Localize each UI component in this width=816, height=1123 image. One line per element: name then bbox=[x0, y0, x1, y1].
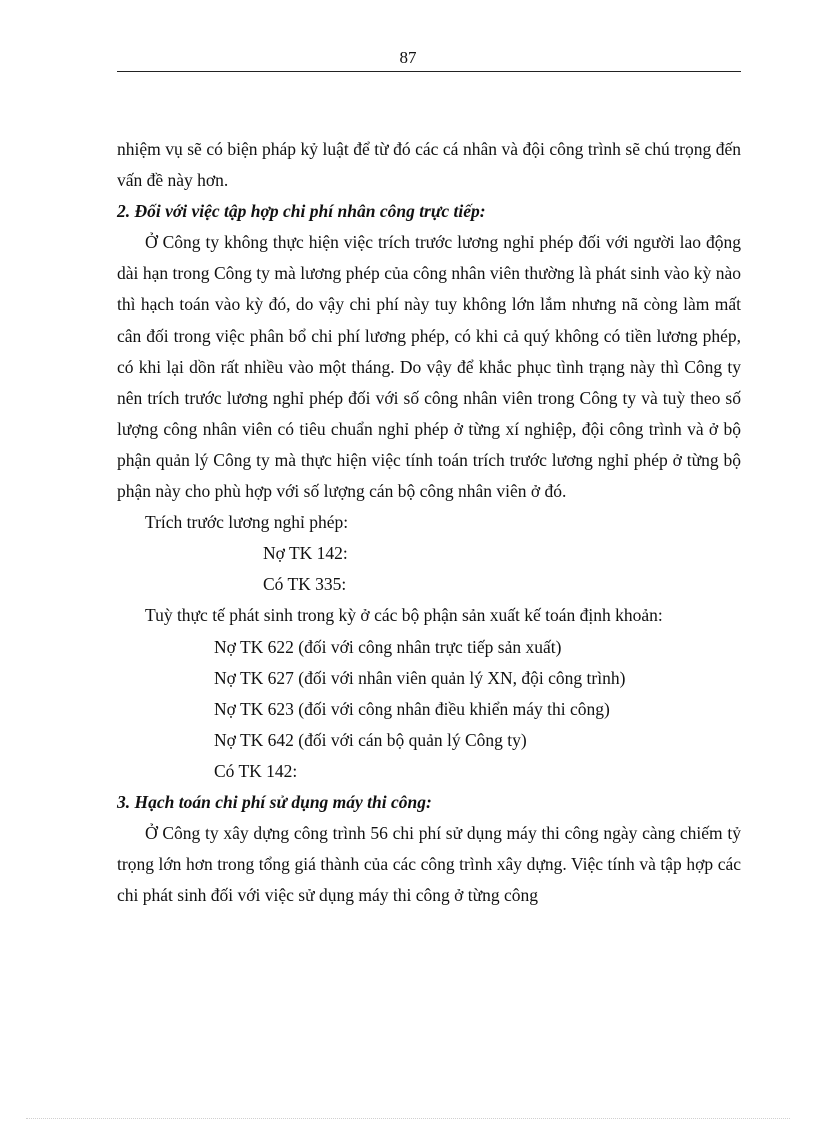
allocation-entry: Nợ TK 622 (đối với công nhân trực tiếp sản xuất) bbox=[214, 636, 562, 657]
accrual-debit-entry: Nợ TK 142: bbox=[263, 543, 348, 564]
paragraph-continued: nhiệm vụ sẽ có biện pháp kỷ luật để từ đó các cá nhân và đội công trình sẽ chú trọng đến vấn đề này hơn. bbox=[117, 139, 741, 191]
paragraph-labor-cost: Ở Công ty không thực hiện việc trích trước lương nghỉ phép đối với người lao động dài hạn trong Công ty mà lương phép của công nhân viên thường là phát sinh vào kỳ nào thì hạch toán vào kỳ đó, do vậy chi phí này tuy không lớn lắm nhưng nã còng làm mất cân đối trong việc phân bổ chi phí lương phép, có khi cả quý không có tiền lương phép, có khi lại dồn rất nhiều vào một tháng. Do vậy để khắc phục tình trạng này thì Công ty nên trích trước lương nghỉ phép đối với số công nhân viên trong Công ty và tuỳ theo số lượng công nhân viên có tiêu chuẩn nghỉ phép ở từng xí nghiệp, đội công trình và ở bộ phận quản lý Công ty mà thực hiện việc tính toán trích trước lương nghỉ phép ở từng bộ phận này cho phù hợp với số lượng cán bộ công nhân viên ở đó. bbox=[117, 232, 741, 502]
allocation-entry: Nợ TK 642 (đối với cán bộ quản lý Công ty) bbox=[214, 729, 527, 750]
page-content bbox=[117, 134, 741, 911]
allocation-entry: Có TK 142: bbox=[214, 760, 298, 781]
section-heading-3: 3. Hạch toán chi phí sử dụng máy thi công: bbox=[117, 791, 432, 812]
page-bottom-border bbox=[26, 1118, 790, 1119]
accrual-credit-entry: Có TK 335: bbox=[263, 574, 347, 595]
section-heading-2: 2. Đối với việc tập hợp chi phí nhân công trực tiếp: bbox=[117, 201, 486, 222]
allocation-intro: Tuỳ thực tế phát sinh trong kỳ ở các bộ phận sản xuất kế toán định khoản: bbox=[145, 605, 663, 626]
header-rule bbox=[117, 71, 741, 72]
accrual-intro: Trích trước lương nghỉ phép: bbox=[145, 512, 349, 533]
page-number: 87 bbox=[399, 48, 417, 67]
allocation-entry: Nợ TK 627 (đối với nhân viên quản lý XN, đội công trình) bbox=[214, 667, 626, 688]
paragraph-machine-cost: Ở Công ty xây dựng công trình 56 chi phí sử dụng máy thi công ngày càng chiếm tỷ trọng lớn hơn trong tổng giá thành của các công trình xây dựng. Việc tính và tập hợp các chi phát sinh đối với việc sử dụng máy thi công ở từng công bbox=[117, 823, 741, 906]
allocation-entry: Nợ TK 623 (đối với công nhân điều khiển máy thi công) bbox=[214, 698, 610, 719]
